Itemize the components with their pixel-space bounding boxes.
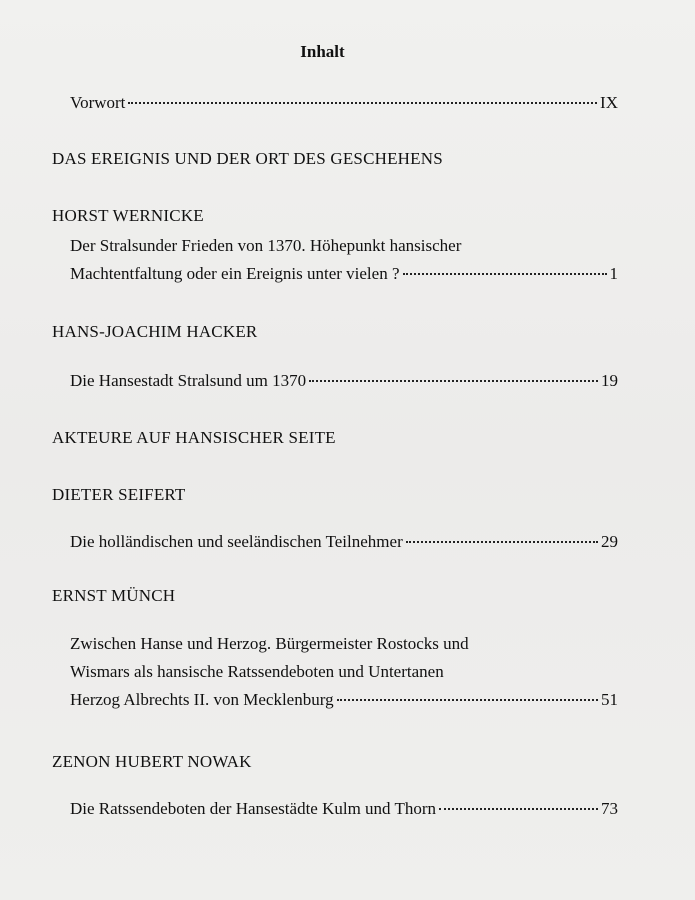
toc-entry [70,367,618,395]
toc-page-number: IX [600,93,618,112]
toc-page-number: 19 [601,371,618,390]
leader-dots [128,101,597,104]
toc-entry-line: Zwischen Hanse und Herzog. Bürgermeister Rostocks und [70,634,469,653]
toc-entry-line: Der Stralsunder Frieden von 1370. Höhepunkt hansischer [70,236,462,255]
toc-entry-vorwort [70,89,618,117]
toc-entry [70,795,618,823]
toc-page-number: 1 [609,264,618,283]
toc-entry-text: Machtentfaltung oder ein Ereignis unter vielen ? [70,264,400,283]
toc-entry-text: Vorwort [70,93,126,112]
author-name: HORST WERNICKE [52,206,204,225]
leader-dots [406,540,598,543]
page-title: Inhalt [300,42,345,61]
section-heading: DAS EREIGNIS UND DER ORT DES GESCHEHENS [52,149,443,168]
toc-page-number: 51 [601,690,618,709]
author-name: HANS-JOACHIM HACKER [52,322,258,341]
toc-entry-text: Die holländischen und seeländischen Teilnehmer [70,532,403,551]
author-name: ZENON HUBERT NOWAK [52,752,252,771]
leader-dots [309,379,598,382]
toc-entry [70,528,618,556]
toc-entry-line: Wismars als hansische Ratssendeboten und Untertanen [70,662,444,681]
leader-dots [337,698,598,701]
leader-dots [403,272,607,275]
toc-entry [70,232,618,288]
section-heading: AKTEURE AUF HANSISCHER SEITE [52,428,336,447]
toc-entry [70,630,618,714]
toc-entry-text: Die Hansestadt Stralsund um 1370 [70,371,307,390]
toc-entry-text: Die Ratssendeboten der Hansestädte Kulm und Thorn [70,799,437,818]
author-name: DIETER SEIFERT [52,485,186,504]
leader-dots [439,807,598,810]
toc-page-number: 29 [601,532,618,551]
toc-entry-text: Herzog Albrechts II. von Mecklenburg [70,690,334,709]
toc-page-number: 73 [601,799,618,818]
author-name: ERNST MÜNCH [52,586,176,605]
